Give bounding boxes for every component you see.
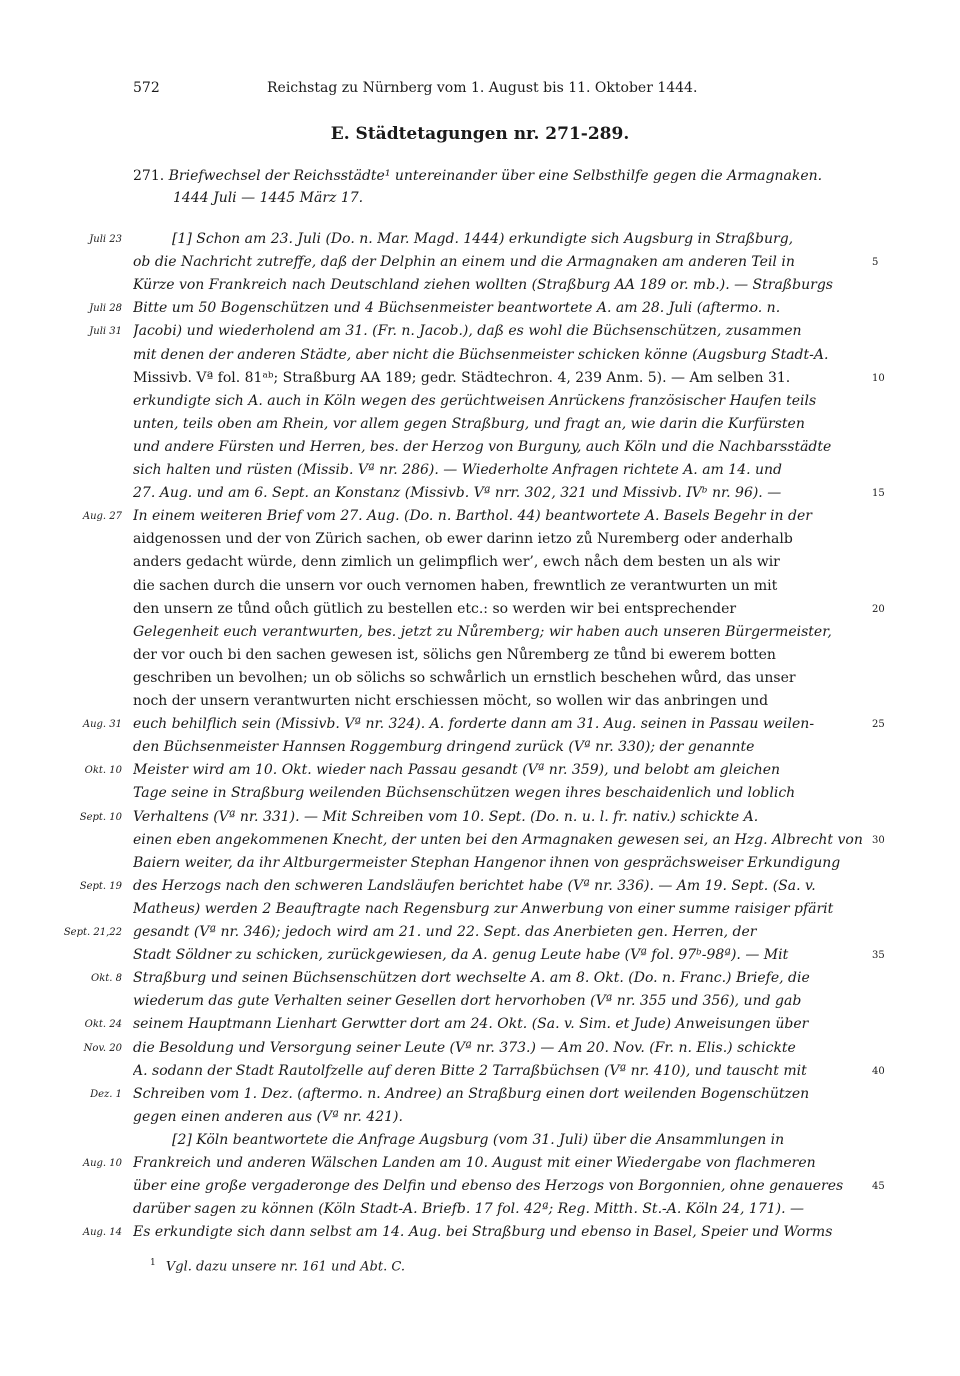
text-line: des Herzogs nach den schweren Landsläufen berichtet habe (Vª nr. 336). — Am 19. Sept. (Sa. v. (133, 878, 816, 894)
text-line: und andere Fürsten und Herren, bes. der Herzog von Burguny, auch Köln und die Nachbarsstädte (133, 439, 832, 455)
text-line: Gelegenheit euch verantwurten, bes. jetzt zu Nůremberg; wir haben auch unseren Bürgermeister, (133, 624, 832, 640)
text-line: erkundigte sich A. auch in Köln wegen des gerüchtweisen Anrückens französischer Haufen teils (133, 393, 817, 409)
margin-date: Sept. 10 (79, 812, 122, 823)
text-line: [1] Schon am 23. Juli (Do. n. Mar. Magd. 1444) erkundigte sich Augsburg in Straßburg, (172, 231, 794, 247)
text-line: Es erkundigte sich dann selbst am 14. Aug. bei Straßburg und ebenso in Basel, Speier und Worms (133, 1224, 833, 1240)
text-line: den Büchsenmeister Hannsen Roggemburg dringend zurück (Vª nr. 330); der genannte (133, 739, 755, 755)
margin-date: Okt. 10 (84, 765, 122, 776)
margin-date: Aug. 31 (82, 719, 122, 730)
margin-date: Dez. 1 (90, 1089, 122, 1100)
margin-date: Juli 31 (89, 326, 122, 337)
text-line: seinem Hauptmann Lienhart Gerwtter dort am 24. Okt. (Sa. v. Sim. et Jude) Anweisungen über (133, 1016, 809, 1032)
text-line: A. sodann der Stadt Rautolfzelle auf deren Bitte 2 Tarraßbüchsen (Vª nr. 410), und tauscht mit (133, 1063, 807, 1079)
text-line: [2] Köln beantwortete die Anfrage Augsburg (vom 31. Juli) über die Ansammlungen in (172, 1132, 785, 1148)
document-heading-line-1 (133, 165, 863, 187)
text-line: Schreiben vom 1. Dez. (aftermo. n. Andree) an Straßburg einen dort weilenden Bogenschützen (133, 1086, 810, 1102)
line-number: 15 (872, 488, 885, 499)
line-number: 35 (872, 950, 885, 961)
line-number: 45 (872, 1181, 885, 1192)
margin-date: Sept. 21,22 (63, 927, 122, 938)
line-number: 40 (872, 1066, 885, 1077)
margin-date: Aug. 10 (82, 1158, 122, 1169)
document-number: 271. (133, 168, 165, 184)
line-number: 30 (872, 835, 885, 846)
text-line: Kürze von Frankreich nach Deutschland ziehen wollten (Straßburg AA 189 or. mb.). — Straßburgs (133, 277, 833, 293)
margin-date: Juli 23 (89, 234, 122, 245)
line-number: 25 (872, 719, 885, 730)
text-line: Verhaltens (Vª nr. 331). — Mit Schreiben vom 10. Sept. (Do. n. u. l. fr. nativ.) schickte A. (133, 809, 759, 825)
text-line: anders gedacht würde, denn zimlich un gelimpflich wer’, ewch nåch dem besten un als wir (133, 554, 780, 570)
footnote-text: Vgl. dazu unsere nr. 161 und Abt. C. (165, 1259, 405, 1275)
text-line: unten, teils oben am Rhein, vor allem gegen Straßburg, und fragt an, wie darin die Kurfürsten (133, 416, 805, 432)
text-line: gesandt (Vª nr. 346); jedoch wird am 21. und 22. Sept. das Anerbieten gen. Herren, der (133, 924, 757, 940)
text-line: mit denen der anderen Städte, aber nicht die Büchsenmeister schicken könne (Augsburg Stadt-A. (133, 347, 829, 363)
text-line: wiederum das gute Verhalten seiner Gesellen dort hervorhoben (Vª nr. 355 und 356), und gab (133, 993, 802, 1009)
text-line: euch behilflich sein (Missivb. Vª nr. 324). A. forderte dann am 31. Aug. seinen in Passau weilen- (133, 716, 815, 732)
margin-date: Aug. 27 (82, 511, 122, 522)
text-line: sich halten und rüsten (Missib. Vª nr. 286). — Wiederholte Anfragen richtete A. am 14. und (133, 462, 782, 478)
text-line: Tage seine in Straßburg weilenden Büchsenschützen wegen ihres beschaidenlich und loblich (133, 785, 796, 801)
text-line: der vor ouch bi den sachen gewesen ist, sölichs gen Nůremberg ze tůnd bi ewerem botten (133, 647, 776, 663)
section-title: E. Städtetagungen nr. 271-289. (330, 124, 630, 144)
text-line: über eine große vergaderonge des Delfin und ebenso des Herzogs von Borgonnien, ohne genaueres (133, 1178, 844, 1194)
margin-date: Aug. 14 (82, 1227, 122, 1238)
margin-date: Nov. 20 (83, 1043, 122, 1054)
document-title: Briefwechsel der Reichsstädte¹ untereinander über eine Selbsthilfe gegen die Armagnaken. (168, 168, 823, 184)
text-line: Matheus) werden 2 Beauftragte nach Regensburg zur Anwerbung von einer summe raisiger pfärit (133, 901, 834, 917)
text-line: gegen einen anderen aus (Vª nr. 421). (133, 1109, 403, 1125)
text-line: Meister wird am 10. Okt. wieder nach Passau gesandt (Vª nr. 359), und belobt am gleichen (133, 762, 781, 778)
text-line: In einem weiteren Brief vom 27. Aug. (Do. n. Barthol. 44) beantwortete A. Basels Begehr in der (133, 508, 812, 524)
line-number: 5 (872, 257, 879, 268)
footnote-marker: 1 (150, 1258, 156, 1268)
text-line: Jacobi) und wiederholend am 31. (Fr. n. Jacob.), daß es wohl die Büchsenschützen, zusammen (133, 323, 802, 339)
text-line: ob die Nachricht zutreffe, daß der Delphin an einem und die Armagnaken am anderen Teil in (133, 254, 795, 270)
text-line: aidgenossen und der von Zürich sachen, ob ewer darinn ietzo zů Nuremberg oder anderhalb (133, 531, 793, 547)
text-line: die sachen durch die unsern vor ouch vernomen haben, frewntlich ze verantwurten un mit (133, 578, 778, 594)
text-line: Stadt Söldner zu schicken, zurückgewiesen, da A. genug Leute habe (Vª fol. 97ᵇ-98ª). — Mit (133, 947, 789, 963)
running-head: Reichstag zu Nürnberg vom 1. August bis 11. Oktober 1444. (267, 80, 698, 96)
document-date-range: 1444 Juli — 1445 März 17. (173, 190, 364, 206)
margin-date: Sept. 19 (79, 881, 122, 892)
margin-date: Okt. 8 (91, 973, 122, 984)
page-number: 572 (133, 80, 160, 96)
text-line: noch der unsern verantwurten nicht erschiessen möcht, so wollen wir das anbringen und (133, 693, 769, 709)
text-line: 27. Aug. und am 6. Sept. an Konstanz (Missivb. Vª nrr. 302, 321 und Missivb. IVᵇ nr. 96). — (133, 485, 782, 501)
document-heading (133, 165, 863, 209)
text-line: den unsern ze tůnd oůch gütlich zu bestellen etc.: so werden wir bei entsprechender (133, 601, 737, 617)
text-line: darüber sagen zu können (Köln Stadt-A. Briefb. 17 fol. 42ª; Reg. Mitth. St.-A. Köln 24, 171). — (133, 1201, 805, 1217)
text-line: Missivb. Vª fol. 81ᵃᵇ; Straßburg AA 189; gedr. Städtechron. 4, 239 Anm. 5). — Am selben 31. (133, 370, 791, 386)
text-line: Bitte um 50 Bogenschützen und 4 Büchsenmeister beantwortete A. am 28. Juli (aftermo. n. (133, 300, 781, 316)
text-line: Frankreich und anderen Wälschen Landen am 10. August mit einer Wiedergabe von flachmeren (133, 1155, 816, 1171)
margin-date: Juli 28 (89, 303, 122, 314)
text-line: Straßburg und seinen Büchsenschützen dort wechselte A. am 8. Okt. (Do. n. Franc.) Briefe, die (133, 970, 810, 986)
line-number: 20 (872, 604, 885, 615)
text-line: einen eben angekommenen Knecht, der unten bei den Armagnaken gewesen sei, an Hzg. Albrecht von (133, 832, 863, 848)
margin-date: Okt. 24 (84, 1019, 122, 1030)
text-line: die Besoldung und Versorgung seiner Leute (Vª nr. 373.) — Am 20. Nov. (Fr. n. Elis.) schickte (133, 1040, 796, 1056)
text-line: geschriben un bevolhen; un ob sölichs so schwårlich un ernstlich beschehen wůrd, das unser (133, 670, 796, 686)
line-number: 10 (872, 373, 885, 384)
text-line: Baiern weiter, da ihr Altburgermeister Stephan Hangenor ihnen von gesprächsweiser Erkundigung (133, 855, 841, 871)
footnote (150, 1258, 405, 1274)
